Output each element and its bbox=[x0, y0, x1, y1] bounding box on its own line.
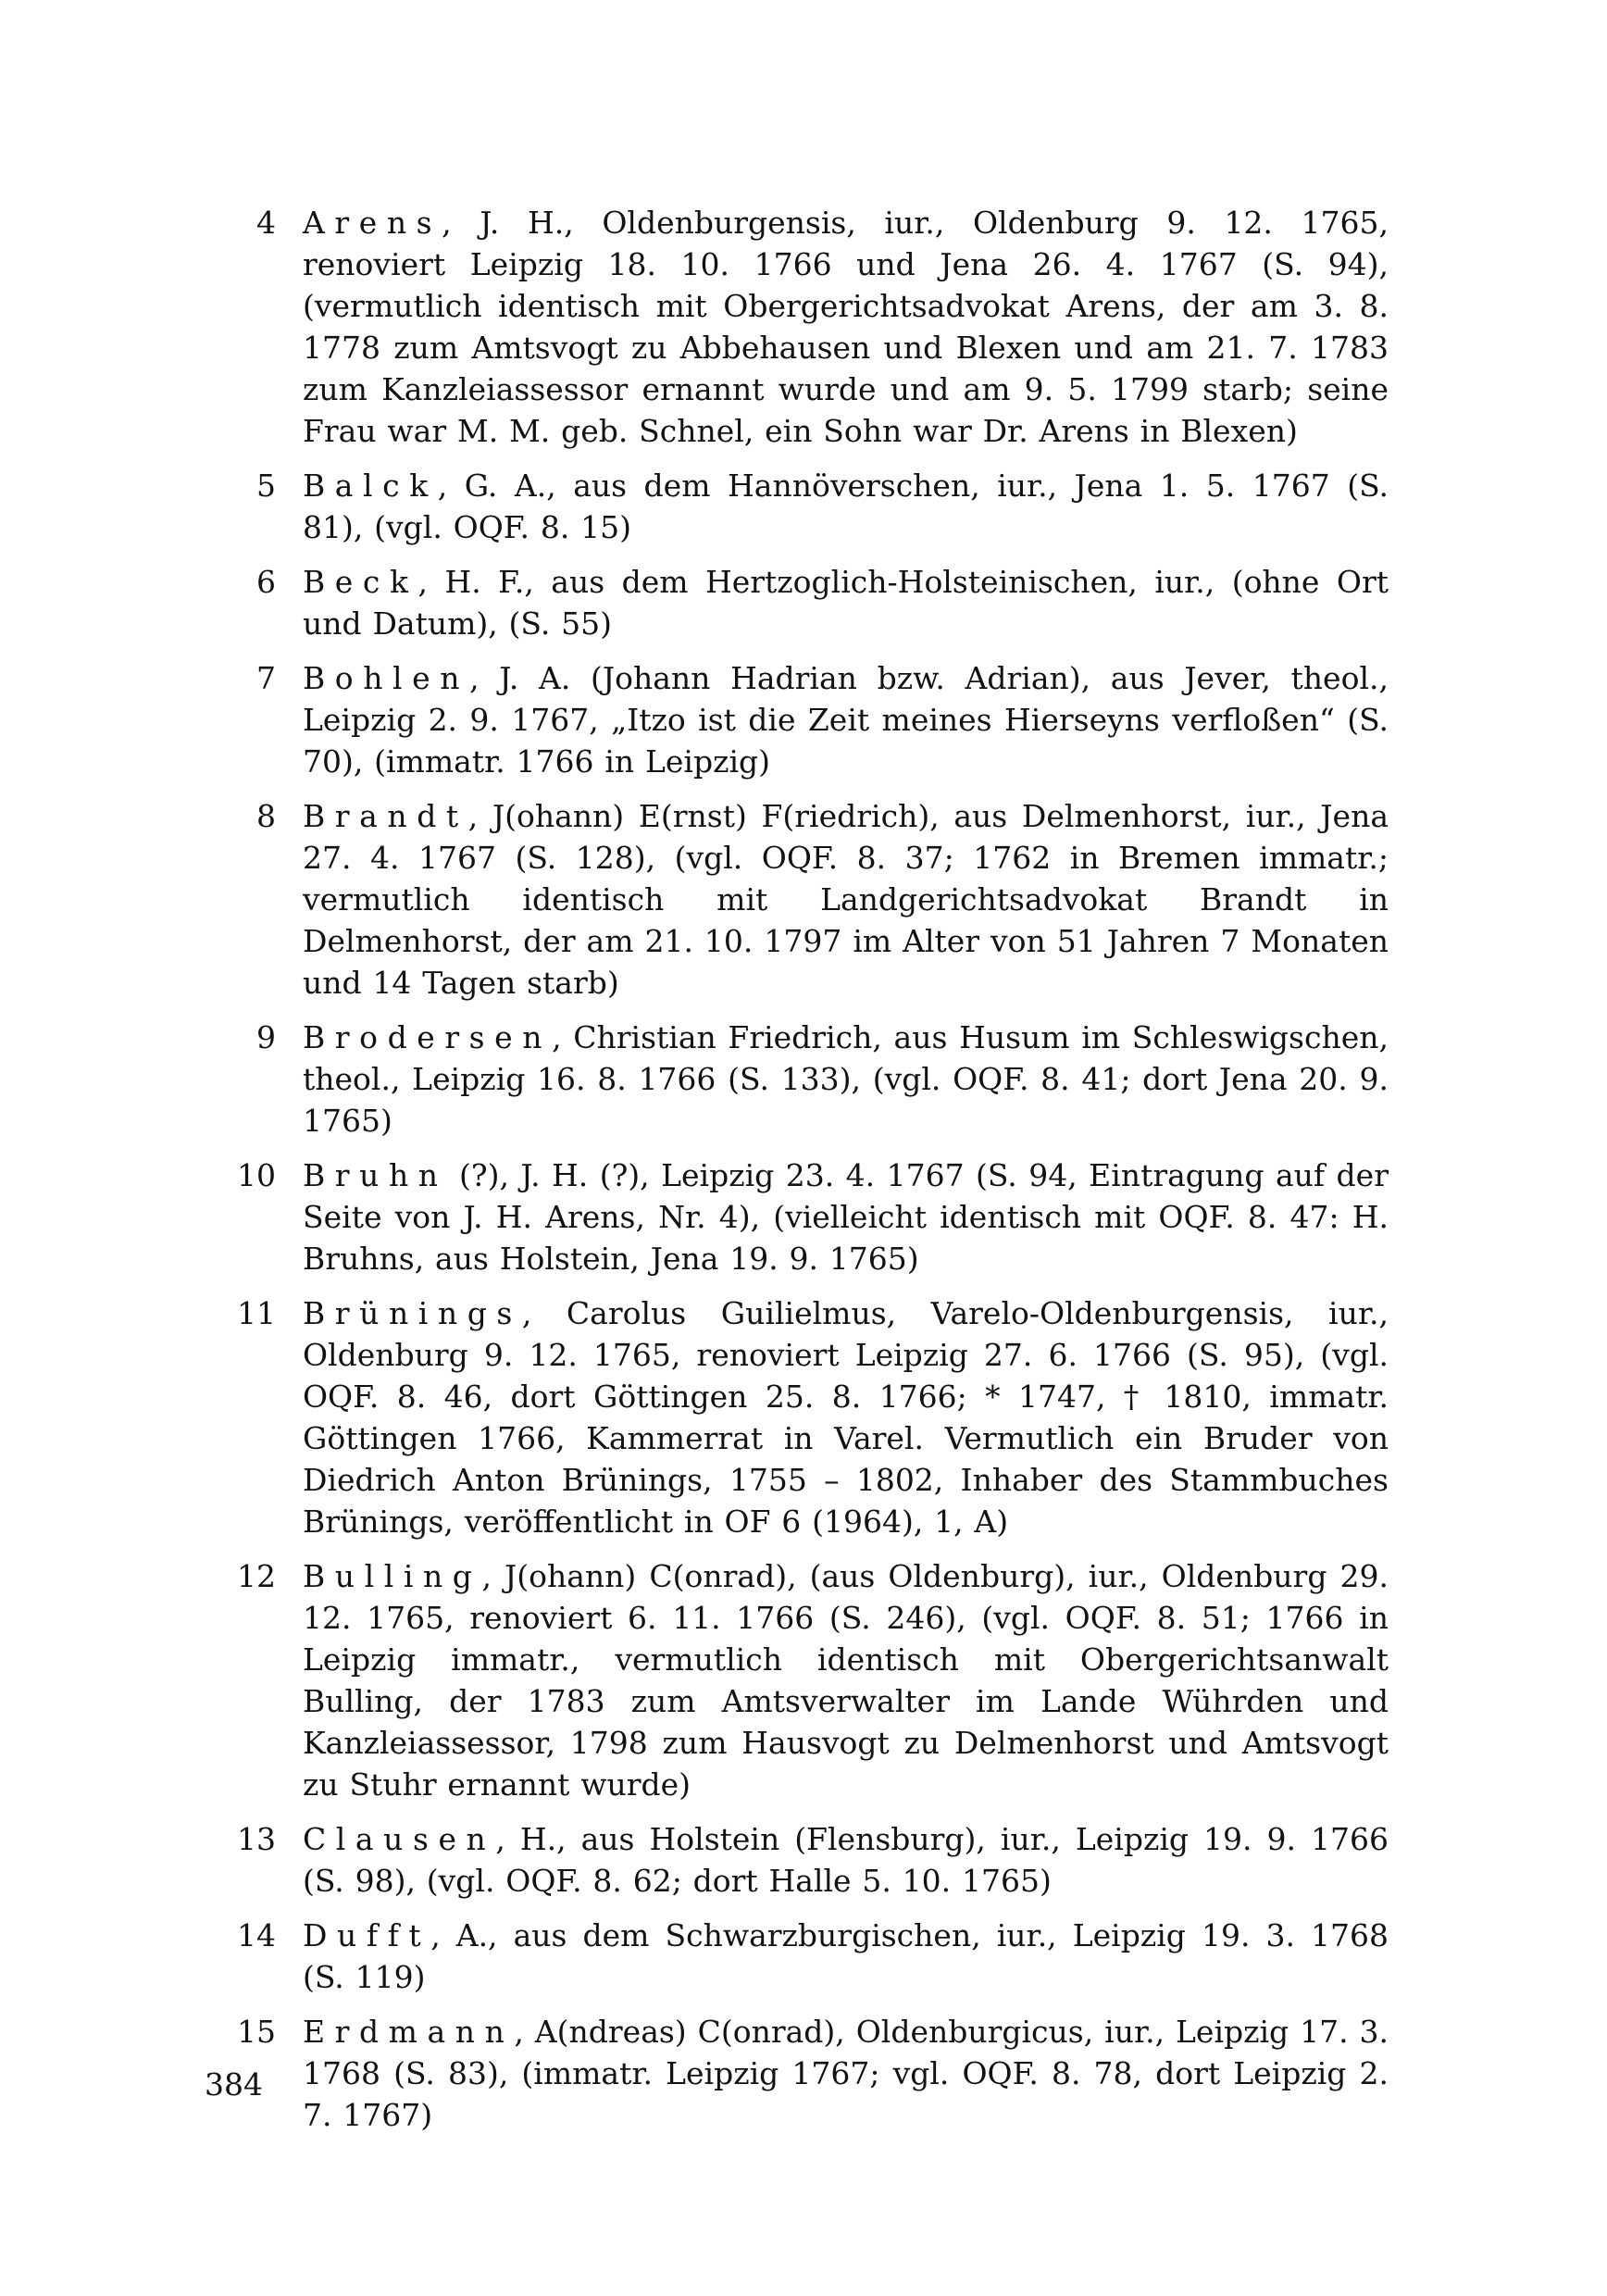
register-entry bbox=[256, 1017, 1389, 1142]
entry-details: , A(ndreas) C(onrad), Oldenburgicus, iur., Leipzig 17. 3. 1768 (S. 83), (immatr. Leipzig 1767; vgl. OQF. 8. 78, dort Leipzig 2. 7. 1767) bbox=[303, 2014, 1389, 2133]
entry-number: 8 bbox=[256, 798, 276, 834]
entry-surname: Brünings bbox=[303, 1295, 522, 1331]
entry-details: (?), J. H. (?), Leipzig 23. 4. 1767 (S. 94, Eintragung auf der Seite von J. H. Arens, Nr. 4), (vielleicht identisch mit OQF. 8. 47: H. Bruhns, aus Holstein, Jena 19. 9. 1765) bbox=[303, 1157, 1389, 1277]
entry-number: 5 bbox=[256, 468, 276, 504]
register-entry bbox=[256, 657, 1389, 782]
entry-surname: Dufft bbox=[303, 1917, 431, 1953]
entry-surname: Bruhn bbox=[303, 1157, 448, 1193]
entry-details: , G. A., aus dem Hannöverschen, iur., Jena 1. 5. 1767 (S. 81), (vgl. OQF. 8. 15) bbox=[303, 468, 1389, 545]
register-entry bbox=[237, 1154, 1389, 1279]
entry-details: , J(ohann) C(onrad), (aus Oldenburg), iur., Oldenburg 29. 12. 1765, renoviert 6. 11. 1766 (S. 246), (vgl. OQF. 8. 51; 1766 in Leipzig immatr., vermutlich identisch mit Obergerichtsanwalt Bulling, der 1783 zum Amtsverwalter im Lande Wührden und Kanzleiassessor, 1798 zum Hausvogt zu Delmenhorst und Amtsvogt zu Stuhr ernannt wurde) bbox=[303, 1558, 1389, 1803]
register-list bbox=[237, 202, 1389, 2149]
entry-surname: Clausen bbox=[303, 1821, 496, 1857]
entry-number: 4 bbox=[256, 205, 276, 241]
entry-details: , Carolus Guilielmus, Varelo-Oldenburgensis, iur., Oldenburg 9. 12. 1765, renoviert Leipzig 27. 6. 1766 (S. 95), (vgl. OQF. 8. 46, dort Göttingen 25. 8. 1766; * 1747, † 1810, immatr. Göttingen 1766, Kammerrat in Varel. Vermutlich ein Bruder von Diedrich Anton Brünings, 1755 – 1802, Inhaber des Stammbuches Brünings, veröffentlicht in OF 6 (1964), 1, A) bbox=[303, 1295, 1389, 1540]
entry-surname: Erdmann bbox=[303, 2014, 515, 2050]
register-entry bbox=[237, 1915, 1389, 1998]
entry-details: , A., aus dem Schwarzburgischen, iur., Leipzig 19. 3. 1768 (S. 119) bbox=[303, 1917, 1389, 1995]
entry-number: 14 bbox=[237, 1917, 276, 1953]
register-entry bbox=[256, 795, 1389, 1004]
register-entry bbox=[237, 1292, 1389, 1542]
register-entry bbox=[256, 561, 1389, 644]
entry-surname: Brodersen bbox=[303, 1019, 553, 1055]
entry-surname: Brandt bbox=[303, 798, 468, 834]
register-entry bbox=[256, 465, 1389, 548]
entry-details: , J. A. (Johann Hadrian bzw. Adrian), aus Jever, theol., Leipzig 2. 9. 1767, „Itzo ist die Zeit meines Hierseyns verfloßen“ (S. 70), (immatr. 1766 in Leipzig) bbox=[303, 660, 1389, 780]
page-number: 384 bbox=[205, 2066, 263, 2103]
register-entry bbox=[237, 1555, 1389, 1805]
entry-details: , J. H., Oldenburgensis, iur., Oldenburg 9. 12. 1765, renoviert Leipzig 18. 10. 1766 und Jena 26. 4. 1767 (S. 94), (vermutlich identisch mit Obergerichtsadvokat Arens, der am 3. 8. 1778 zum Amtsvogt zu Abbehausen und Blexen und am 21. 7. 1783 zum Kanzleiassessor ernannt wurde und am 9. 5. 1799 starb; seine Frau war M. M. geb. Schnel, ein Sohn war Dr. Arens in Blexen) bbox=[303, 205, 1389, 449]
register-entry bbox=[256, 202, 1389, 452]
entry-details: , J(ohann) E(rnst) F(riedrich), aus Delmenhorst, iur., Jena 27. 4. 1767 (S. 128), (vgl. OQF. 8. 37; 1762 in Bremen immatr.; vermutlich identisch mit Landgerichtsadvokat Brandt in Delmenhorst, der am 21. 10. 1797 im Alter von 51 Jahren 7 Monaten und 14 Tagen starb) bbox=[303, 798, 1389, 1001]
entry-details: , Christian Friedrich, aus Husum im Schleswigschen, theol., Leipzig 16. 8. 1766 (S. 133), (vgl. OQF. 8. 41; dort Jena 20. 9. 1765) bbox=[303, 1019, 1389, 1139]
entry-surname: Arens bbox=[303, 205, 442, 241]
entry-number: 6 bbox=[256, 564, 276, 600]
entry-details: , H. F., aus dem Hertzoglich-Holsteinischen, iur., (ohne Ort und Datum), (S. 55) bbox=[303, 564, 1389, 642]
entry-number: 10 bbox=[237, 1157, 276, 1193]
entry-number: 15 bbox=[237, 2014, 276, 2050]
entry-surname: Balck bbox=[303, 468, 438, 504]
register-entry bbox=[237, 1818, 1389, 1902]
entry-surname: Bohlen bbox=[303, 660, 470, 696]
entry-surname: Bulling bbox=[303, 1558, 482, 1594]
entry-number: 12 bbox=[237, 1558, 276, 1594]
entry-number: 7 bbox=[256, 660, 276, 696]
entry-surname: Beck bbox=[303, 564, 418, 600]
entry-number: 9 bbox=[256, 1019, 276, 1055]
entry-number: 13 bbox=[237, 1821, 276, 1857]
register-entry bbox=[237, 2011, 1389, 2136]
entry-details: , H., aus Holstein (Flensburg), iur., Leipzig 19. 9. 1766 (S. 98), (vgl. OQF. 8. 62; dort Halle 5. 10. 1765) bbox=[303, 1821, 1389, 1899]
entry-number: 11 bbox=[237, 1295, 276, 1331]
